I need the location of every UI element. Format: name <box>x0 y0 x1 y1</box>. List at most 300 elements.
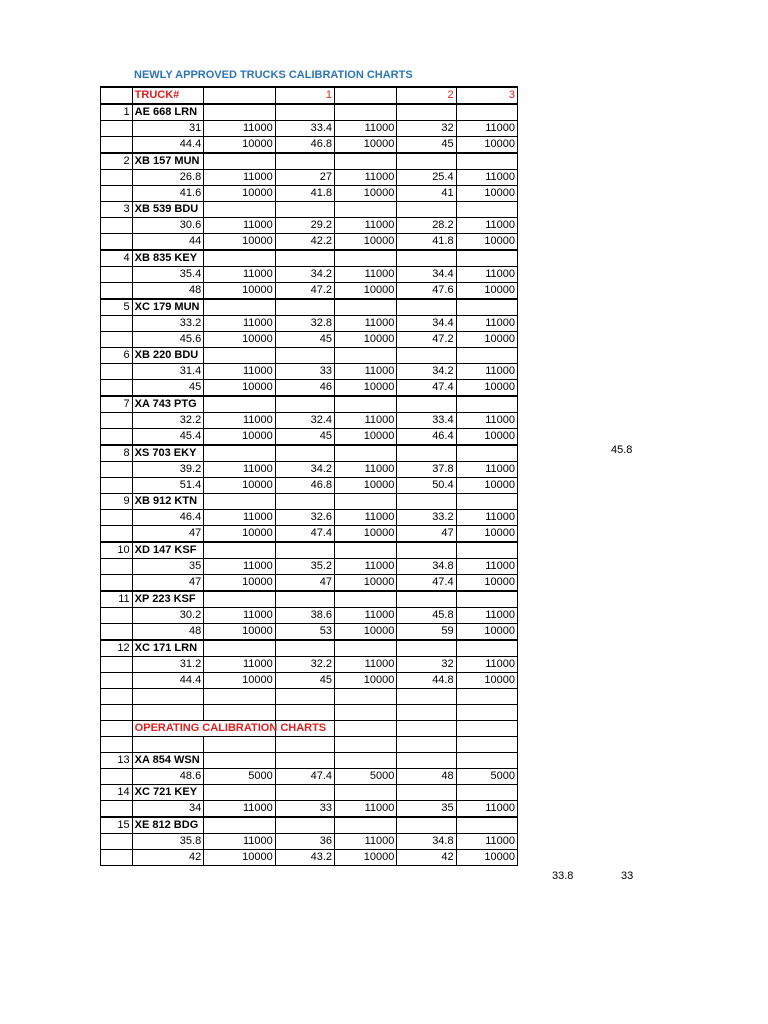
truck-name-row <box>101 591 518 608</box>
truck-id: XP 223 KSF <box>132 591 204 608</box>
empty-cell <box>456 753 517 769</box>
empty-cell <box>101 673 133 689</box>
empty-cell <box>275 104 334 121</box>
value-cell: 42 <box>132 850 204 866</box>
empty-cell <box>397 721 456 737</box>
empty-cell <box>397 348 456 364</box>
truck-name-row <box>101 640 518 657</box>
calibration-row <box>101 673 518 689</box>
value-cell: 46 <box>275 380 334 397</box>
value-cell: 10000 <box>335 575 397 592</box>
value-cell: 35 <box>397 801 456 818</box>
calibration-row <box>101 267 518 283</box>
value-cell: 46.8 <box>275 478 334 494</box>
calibration-row <box>101 170 518 186</box>
empty-cell <box>275 348 334 364</box>
empty-cell <box>456 348 517 364</box>
value-cell: 31 <box>132 121 204 137</box>
empty-cell <box>275 202 334 218</box>
empty-cell <box>275 445 334 462</box>
value-cell: 5000 <box>335 769 397 785</box>
empty-cell <box>456 396 517 413</box>
empty-cell <box>101 380 133 397</box>
empty-cell <box>275 494 334 510</box>
value-cell: 46.4 <box>397 429 456 446</box>
value-cell: 34.4 <box>397 267 456 283</box>
value-cell: 10000 <box>335 429 397 446</box>
truck-number: 13 <box>101 753 133 769</box>
value-cell: 10000 <box>456 234 517 251</box>
value-cell: 29.2 <box>275 218 334 234</box>
empty-cell <box>132 705 204 721</box>
empty-cell <box>456 153 517 170</box>
empty-cell <box>275 737 334 753</box>
empty-cell <box>397 785 456 801</box>
value-cell: 45 <box>275 332 334 348</box>
value-cell: 10000 <box>335 283 397 300</box>
calibration-row <box>101 769 518 785</box>
empty-cell <box>456 721 517 737</box>
calibration-row <box>101 283 518 300</box>
value-cell: 47 <box>132 526 204 543</box>
value-cell: 45.8 <box>397 608 456 624</box>
value-cell: 48 <box>132 283 204 300</box>
calibration-row <box>101 559 518 575</box>
empty-cell <box>204 817 276 834</box>
value-cell: 11000 <box>456 121 517 137</box>
value-cell: 41 <box>397 186 456 202</box>
stray-value: 33 <box>621 870 634 882</box>
calibration-row <box>101 608 518 624</box>
truck-number: 8 <box>101 445 133 462</box>
value-cell: 34.4 <box>397 316 456 332</box>
empty-cell <box>275 817 334 834</box>
empty-cell <box>397 445 456 462</box>
value-cell: 10000 <box>204 526 276 543</box>
value-cell: 47 <box>132 575 204 592</box>
value-cell: 11000 <box>204 801 276 818</box>
value-cell: 47.4 <box>397 575 456 592</box>
value-cell: 11000 <box>335 364 397 380</box>
empty-cell <box>335 542 397 559</box>
empty-cell <box>335 348 397 364</box>
empty-cell <box>101 721 133 737</box>
value-cell: 11000 <box>204 218 276 234</box>
value-cell: 11000 <box>335 170 397 186</box>
value-cell: 11000 <box>204 413 276 429</box>
value-cell: 11000 <box>204 121 276 137</box>
truck-id: XC 721 KEY <box>132 785 204 801</box>
value-cell: 33.2 <box>397 510 456 526</box>
value-cell: 10000 <box>204 186 276 202</box>
value-cell: 34.2 <box>397 364 456 380</box>
calibration-row <box>101 316 518 332</box>
calibration-row <box>101 834 518 850</box>
empty-cell <box>101 316 133 332</box>
empty-cell <box>456 542 517 559</box>
empty-cell <box>335 104 397 121</box>
value-cell: 48 <box>397 769 456 785</box>
empty-cell <box>101 624 133 641</box>
value-cell: 38.6 <box>275 608 334 624</box>
value-cell: 51.4 <box>132 478 204 494</box>
empty-cell <box>456 494 517 510</box>
empty-cell <box>101 689 133 705</box>
value-cell: 33 <box>275 801 334 818</box>
value-cell: 41.6 <box>132 186 204 202</box>
value-cell: 47.2 <box>397 332 456 348</box>
empty-cell <box>275 689 334 705</box>
value-cell: 44.8 <box>397 673 456 689</box>
empty-cell <box>397 542 456 559</box>
value-cell: 48.6 <box>132 769 204 785</box>
empty-cell <box>456 250 517 267</box>
calibration-row <box>101 526 518 543</box>
value-cell: 10000 <box>204 575 276 592</box>
calibration-row <box>101 429 518 446</box>
value-cell: 50.4 <box>397 478 456 494</box>
truck-name-row <box>101 542 518 559</box>
value-cell: 10000 <box>456 624 517 641</box>
value-cell: 48 <box>132 624 204 641</box>
empty-cell <box>397 705 456 721</box>
value-cell: 47.2 <box>275 283 334 300</box>
empty-cell <box>101 218 133 234</box>
calibration-row <box>101 801 518 818</box>
empty-cell <box>335 250 397 267</box>
value-cell: 42.2 <box>275 234 334 251</box>
value-cell: 10000 <box>335 478 397 494</box>
empty-cell <box>204 153 276 170</box>
value-cell: 11000 <box>204 608 276 624</box>
value-cell: 11000 <box>204 559 276 575</box>
value-cell: 10000 <box>204 380 276 397</box>
truck-id: XE 812 BDG <box>132 817 204 834</box>
empty-cell <box>204 542 276 559</box>
value-cell: 32.2 <box>275 657 334 673</box>
value-cell: 30.2 <box>132 608 204 624</box>
empty-cell <box>397 640 456 657</box>
empty-cell <box>335 817 397 834</box>
value-cell: 47.4 <box>397 380 456 397</box>
value-cell: 5000 <box>204 769 276 785</box>
value-cell: 10000 <box>335 850 397 866</box>
empty-cell <box>275 153 334 170</box>
value-cell: 11000 <box>335 218 397 234</box>
value-cell: 10000 <box>335 137 397 154</box>
value-cell: 41.8 <box>275 186 334 202</box>
value-cell: 10000 <box>456 283 517 300</box>
value-cell: 34.2 <box>275 462 334 478</box>
empty-cell <box>204 445 276 462</box>
truck-number: 7 <box>101 396 133 413</box>
truck-name-row <box>101 250 518 267</box>
value-cell: 33.2 <box>132 316 204 332</box>
value-cell: 11000 <box>335 657 397 673</box>
empty-cell <box>275 640 334 657</box>
empty-cell <box>456 705 517 721</box>
empty-cell <box>204 689 276 705</box>
empty-cell <box>101 267 133 283</box>
truck-number: 4 <box>101 250 133 267</box>
value-cell: 11000 <box>335 801 397 818</box>
truck-name-row <box>101 494 518 510</box>
empty-cell <box>101 364 133 380</box>
value-cell: 28.2 <box>397 218 456 234</box>
empty-cell <box>397 689 456 705</box>
column-header: 2 <box>397 87 456 104</box>
empty-cell <box>456 591 517 608</box>
empty-cell <box>204 494 276 510</box>
truck-id: XD 147 KSF <box>132 542 204 559</box>
empty-cell <box>101 234 133 251</box>
value-cell: 45 <box>397 137 456 154</box>
value-cell: 45 <box>275 429 334 446</box>
empty-cell <box>275 396 334 413</box>
empty-cell <box>101 850 133 866</box>
value-cell: 10000 <box>335 673 397 689</box>
empty-cell <box>335 753 397 769</box>
empty-cell <box>101 510 133 526</box>
value-cell: 37.8 <box>397 462 456 478</box>
value-cell: 45.6 <box>132 332 204 348</box>
truck-number: 1 <box>101 104 133 121</box>
value-cell: 11000 <box>335 510 397 526</box>
empty-cell <box>101 413 133 429</box>
empty-cell <box>456 445 517 462</box>
truck-number: 15 <box>101 817 133 834</box>
blank-row <box>101 689 518 705</box>
truck-id: XB 157 MUN <box>132 153 204 170</box>
truck-number: 11 <box>101 591 133 608</box>
value-cell: 10000 <box>456 850 517 866</box>
empty-cell <box>397 753 456 769</box>
calibration-row <box>101 218 518 234</box>
empty-cell <box>456 299 517 316</box>
column-header: 1 <box>275 87 334 104</box>
value-cell: 27 <box>275 170 334 186</box>
value-cell: 10000 <box>204 332 276 348</box>
empty-cell <box>204 348 276 364</box>
empty-cell <box>397 153 456 170</box>
value-cell: 10000 <box>204 850 276 866</box>
value-cell: 10000 <box>456 380 517 397</box>
value-cell: 10000 <box>204 429 276 446</box>
truck-number: 14 <box>101 785 133 801</box>
value-cell: 11000 <box>204 170 276 186</box>
value-cell: 45 <box>132 380 204 397</box>
value-cell: 11000 <box>204 267 276 283</box>
empty-cell <box>456 104 517 121</box>
value-cell: 47 <box>397 526 456 543</box>
value-cell: 10000 <box>335 380 397 397</box>
empty-cell <box>456 737 517 753</box>
value-cell: 10000 <box>456 429 517 446</box>
value-cell: 11000 <box>456 510 517 526</box>
empty-cell <box>204 785 276 801</box>
empty-cell <box>101 121 133 137</box>
calibration-row <box>101 137 518 154</box>
empty-cell <box>397 737 456 753</box>
empty-cell <box>204 87 276 104</box>
empty-cell <box>397 202 456 218</box>
empty-cell <box>204 591 276 608</box>
blank-row <box>101 705 518 721</box>
calibration-row <box>101 510 518 526</box>
empty-cell <box>132 737 204 753</box>
truck-name-row <box>101 153 518 170</box>
value-cell: 11000 <box>456 267 517 283</box>
empty-cell <box>335 737 397 753</box>
truck-number: 5 <box>101 299 133 316</box>
value-cell: 47.6 <box>397 283 456 300</box>
value-cell: 11000 <box>456 316 517 332</box>
empty-cell <box>335 87 397 104</box>
value-cell: 10000 <box>456 526 517 543</box>
value-cell: 32.2 <box>132 413 204 429</box>
empty-cell <box>204 753 276 769</box>
truck-id: XA 743 PTG <box>132 396 204 413</box>
truck-id: XS 703 EKY <box>132 445 204 462</box>
empty-cell <box>101 834 133 850</box>
empty-cell <box>397 817 456 834</box>
empty-cell <box>275 705 334 721</box>
value-cell: 11000 <box>335 316 397 332</box>
value-cell: 11000 <box>335 267 397 283</box>
empty-cell <box>101 705 133 721</box>
value-cell: 10000 <box>204 234 276 251</box>
value-cell: 34.2 <box>275 267 334 283</box>
value-cell: 11000 <box>335 834 397 850</box>
value-cell: 26.8 <box>132 170 204 186</box>
empty-cell <box>275 299 334 316</box>
truck-id: XB 912 KTN <box>132 494 204 510</box>
value-cell: 5000 <box>456 769 517 785</box>
value-cell: 33.4 <box>275 121 334 137</box>
empty-cell <box>275 591 334 608</box>
value-cell: 11000 <box>204 834 276 850</box>
value-cell: 11000 <box>456 608 517 624</box>
truck-name-row <box>101 396 518 413</box>
empty-cell <box>204 104 276 121</box>
truck-id: XB 539 BDU <box>132 202 204 218</box>
empty-cell <box>101 283 133 300</box>
stray-value: 45.8 <box>611 444 633 456</box>
truck-id: XC 171 LRN <box>132 640 204 657</box>
empty-cell <box>204 705 276 721</box>
calibration-row <box>101 624 518 641</box>
truck-name-row <box>101 299 518 316</box>
value-cell: 34.8 <box>397 834 456 850</box>
value-cell: 11000 <box>335 413 397 429</box>
empty-cell <box>456 640 517 657</box>
value-cell: 10000 <box>335 186 397 202</box>
empty-cell <box>204 396 276 413</box>
value-cell: 41.8 <box>397 234 456 251</box>
stray-value: 33.8 <box>552 870 574 882</box>
value-cell: 30.6 <box>132 218 204 234</box>
value-cell: 11000 <box>456 834 517 850</box>
value-cell: 10000 <box>456 332 517 348</box>
value-cell: 11000 <box>204 657 276 673</box>
empty-cell <box>397 494 456 510</box>
value-cell: 32.6 <box>275 510 334 526</box>
truck-header: TRUCK# <box>132 87 204 104</box>
value-cell: 35 <box>132 559 204 575</box>
empty-cell <box>275 250 334 267</box>
empty-cell <box>335 705 397 721</box>
empty-cell <box>101 170 133 186</box>
calibration-row <box>101 380 518 397</box>
value-cell: 42 <box>397 850 456 866</box>
empty-cell <box>101 478 133 494</box>
empty-cell <box>397 396 456 413</box>
calibration-row <box>101 234 518 251</box>
empty-cell <box>335 689 397 705</box>
value-cell: 10000 <box>335 526 397 543</box>
value-cell: 33 <box>275 364 334 380</box>
value-cell: 11000 <box>204 316 276 332</box>
calibration-row <box>101 186 518 202</box>
empty-cell <box>456 817 517 834</box>
calibration-row <box>101 478 518 494</box>
empty-cell <box>335 202 397 218</box>
value-cell: 10000 <box>335 332 397 348</box>
truck-id: XB 835 KEY <box>132 250 204 267</box>
calibration-table <box>100 86 518 866</box>
empty-cell <box>204 640 276 657</box>
value-cell: 31.4 <box>132 364 204 380</box>
truck-number: 12 <box>101 640 133 657</box>
value-cell: 10000 <box>456 478 517 494</box>
value-cell: 32 <box>397 121 456 137</box>
empty-cell <box>101 186 133 202</box>
value-cell: 11000 <box>456 364 517 380</box>
value-cell: 11000 <box>335 608 397 624</box>
empty-cell <box>101 462 133 478</box>
value-cell: 10000 <box>204 478 276 494</box>
calibration-row <box>101 850 518 866</box>
empty-cell <box>101 429 133 446</box>
empty-cell <box>397 591 456 608</box>
value-cell: 34 <box>132 801 204 818</box>
empty-cell <box>101 737 133 753</box>
value-cell: 11000 <box>456 170 517 186</box>
value-cell: 33.4 <box>397 413 456 429</box>
empty-cell <box>204 299 276 316</box>
value-cell: 11000 <box>456 218 517 234</box>
empty-cell <box>335 299 397 316</box>
empty-cell <box>456 689 517 705</box>
truck-id: AE 668 LRN <box>132 104 204 121</box>
empty-cell <box>456 785 517 801</box>
truck-number: 6 <box>101 348 133 364</box>
value-cell: 11000 <box>204 364 276 380</box>
empty-cell <box>204 250 276 267</box>
empty-cell <box>335 785 397 801</box>
value-cell: 11000 <box>335 462 397 478</box>
empty-cell <box>335 153 397 170</box>
value-cell: 32 <box>397 657 456 673</box>
empty-cell <box>101 608 133 624</box>
value-cell: 10000 <box>456 673 517 689</box>
value-cell: 35.8 <box>132 834 204 850</box>
empty-cell <box>101 657 133 673</box>
value-cell: 11000 <box>335 559 397 575</box>
value-cell: 35.2 <box>275 559 334 575</box>
value-cell: 11000 <box>456 801 517 818</box>
calibration-row <box>101 332 518 348</box>
